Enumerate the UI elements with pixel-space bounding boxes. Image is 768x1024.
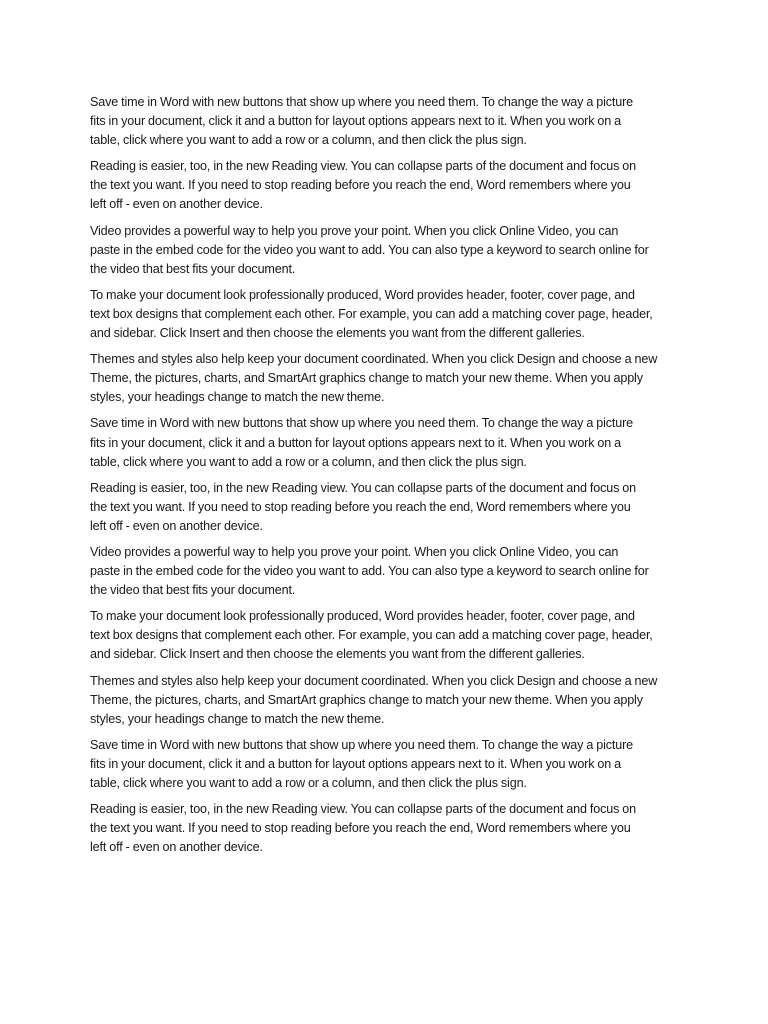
paragraph-9 (90, 607, 684, 664)
text-line: Video provides a powerful way to help you prove your point. When you click Online Video, you can (90, 544, 619, 559)
paragraph-1 (90, 93, 684, 150)
paragraph-10 (90, 672, 684, 729)
text-line: To make your document look professionally produced, Word provides header, footer, cover page, and (90, 287, 635, 302)
text-line: Theme, the pictures, charts, and SmartArt graphics change to match your new theme. When you apply (90, 692, 643, 707)
text-line: table, click where you want to add a row or a column, and then click the plus sign. (90, 776, 527, 790)
text-line: table, click where you want to add a row or a column, and then click the plus sign. (90, 133, 527, 148)
text-line: the text you want. If you need to stop reading before you reach the end, Word remembers where you (90, 499, 631, 514)
text-line: text box designs that complement each other. For example, you can add a matching cover page, header, (90, 306, 653, 321)
paragraph-5 (90, 350, 684, 407)
text-line: Video provides a powerful way to help you prove your point. When you click Online Video, you can (90, 223, 619, 238)
text-line: To make your document look professionally produced, Word provides header, footer, cover page, and (90, 609, 635, 624)
text-line: styles, your headings change to match the new theme. (90, 711, 385, 726)
text-line: styles, your headings change to match the new theme. (90, 390, 385, 405)
text-line: Theme, the pictures, charts, and SmartArt graphics change to match your new theme. When you apply (90, 371, 643, 386)
text-line: the video that best fits your document. (90, 261, 296, 276)
text-line: and sidebar. Click Insert and then choose the elements you want from the different galleries. (90, 326, 585, 341)
text-line: the video that best fits your document. (90, 583, 296, 598)
text-line: fits in your document, click it and a button for layout options appears next to it. When you work on a (90, 435, 622, 450)
paragraph-3 (90, 222, 684, 279)
text-line: Save time in Word with new buttons that show up where you need them. To change the way a picture (90, 416, 633, 431)
text-line: left off - even on another device. (90, 840, 263, 855)
text-line: paste in the embed code for the video you want to add. You can also type a keyword to search online for (90, 564, 649, 579)
document-body (90, 93, 684, 864)
text-line: left off - even on another device. (90, 518, 263, 533)
paragraph-2 (90, 157, 684, 214)
text-line: the text you want. If you need to stop reading before you reach the end, Word remembers where you (90, 821, 631, 836)
paragraph-4 (90, 286, 684, 343)
text-line: Reading is easier, too, in the new Reading view. You can collapse parts of the document and focus on (90, 480, 636, 495)
paragraph-8 (90, 543, 684, 600)
paragraph-7 (90, 479, 684, 536)
text-line: table, click where you want to add a row or a column, and then click the plus sign. (90, 454, 527, 469)
text-line: Themes and styles also help keep your document coordinated. When you click Design and choose a new (90, 673, 658, 688)
text-line: Reading is easier, too, in the new Reading view. You can collapse parts of the document and focus on (90, 159, 636, 174)
paragraph-11 (90, 736, 684, 793)
text-line: Save time in Word with new buttons that show up where you need them. To change the way a picture (90, 737, 633, 752)
text-line: fits in your document, click it and a button for layout options appears next to it. When you work on a (90, 756, 622, 771)
paragraph-12 (90, 800, 684, 857)
text-line: text box designs that complement each other. For example, you can add a matching cover page, header, (90, 628, 653, 643)
text-line: Save time in Word with new buttons that show up where you need them. To change the way a picture (90, 95, 633, 109)
text-line: Reading is easier, too, in the new Reading view. You can collapse parts of the document and focus on (90, 802, 636, 817)
paragraph-6 (90, 414, 684, 471)
text-line: fits in your document, click it and a button for layout options appears next to it. When you work on a (90, 114, 622, 129)
text-line: Themes and styles also help keep your document coordinated. When you click Design and choose a new (90, 352, 658, 367)
text-line: and sidebar. Click Insert and then choose the elements you want from the different galleries. (90, 647, 585, 662)
text-line: left off - even on another device. (90, 197, 263, 212)
text-line: the text you want. If you need to stop reading before you reach the end, Word remembers where you (90, 178, 631, 193)
text-line: paste in the embed code for the video you want to add. You can also type a keyword to search online for (90, 242, 649, 257)
